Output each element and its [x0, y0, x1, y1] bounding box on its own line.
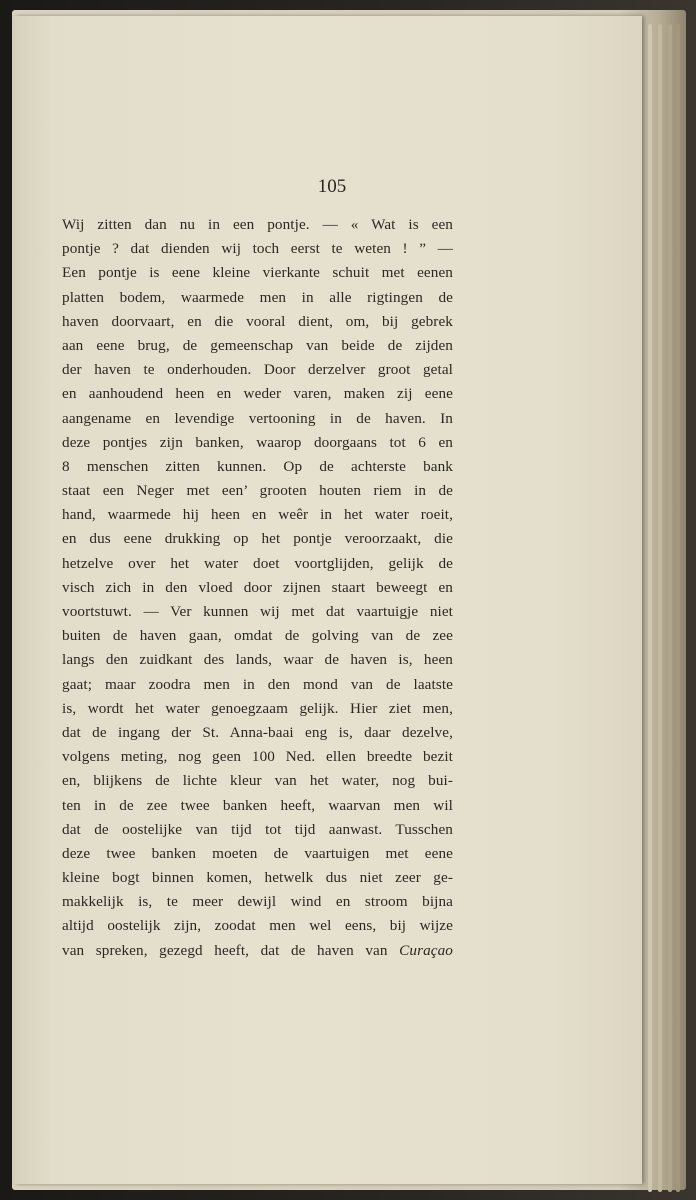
- italic-word: Curaçao: [399, 941, 453, 959]
- text-line: makkelijk is, te meer dewijl wind en stroom bijna: [62, 893, 453, 911]
- text-line: en aanhoudend heen en weder varen, maken zij eene: [62, 385, 453, 403]
- text-line: langs den zuidkant des lands, waar de haven is, heen: [62, 651, 453, 669]
- page-edge-strip: [668, 24, 672, 1192]
- text-line: [62, 939, 453, 963]
- text-line: en dus eene drukking op het pontje veroorzaakt, die: [62, 530, 453, 548]
- page-edge-strip: [676, 24, 680, 1192]
- text-line: gaat; maar zoodra men in den mond van de laatste: [62, 675, 453, 693]
- page-edge-strip: [648, 24, 652, 1192]
- text-line: dat de oostelijke van tijd tot tijd aanwast. Tusschen: [62, 820, 453, 838]
- text-line: aan eene brug, de gemeenschap van beide de zijden: [62, 336, 453, 354]
- text-line: staat een Neger met een’ grooten houten riem in de: [62, 482, 453, 500]
- text-line: der haven te onderhouden. Door derzelver groot getal: [62, 361, 453, 379]
- text-line: kleine bogt binnen komen, hetwelk dus niet zeer ge-: [62, 869, 453, 887]
- text-line: aangename en levendige vertooning in de haven. In: [62, 409, 453, 427]
- text-line: buiten de haven gaan, omdat de golving van de zee: [62, 627, 453, 645]
- text-line: hand, waarmede hij heen en weêr in het water roeit,: [62, 506, 453, 524]
- text-line: is, wordt het water genoegzaam gelijk. Hier ziet men,: [62, 699, 453, 717]
- text-line: haven doorvaart, en die vooral dient, om, bij gebrek: [62, 312, 453, 330]
- text-line: voortstuwt. — Ver kunnen wij met dat vaartuigje niet: [62, 603, 453, 620]
- text-line: volgens meting, nog geen 100 Ned. ellen breedte bezit: [62, 748, 453, 766]
- text-line: dat de ingang der St. Anna-baai eng is, daar dezelve,: [62, 723, 453, 741]
- book-page: [14, 16, 642, 1184]
- text-line: platten bodem, waarmede men in alle rigtingen de: [62, 288, 453, 306]
- text-line: deze twee banken moeten de vaartuigen met eene: [62, 844, 453, 862]
- text-line: pontje ? dat dienden wij toch eerst te weten ! ” —: [62, 240, 453, 258]
- text-line: Wij zitten dan nu in een pontje. — « Wat is een: [62, 216, 453, 233]
- text-line: 8 menschen zitten kunnen. Op de achterste bank: [62, 457, 453, 475]
- text-line: visch zich in den vloed door zijnen staart beweegt en: [62, 578, 453, 596]
- text-line-roman: van spreken, gezegd heeft, dat de haven van: [62, 941, 388, 959]
- page-number: 105: [317, 176, 347, 197]
- text-line: hetzelve over het water doet voortglijden, gelijk de: [62, 554, 453, 572]
- page-edge-strip: [658, 24, 662, 1192]
- text-line: deze pontjes zijn banken, waarop doorgaans tot 6 en: [62, 433, 453, 451]
- text-line: altijd oostelijk zijn, zoodat men wel eens, bij wijze: [62, 917, 453, 935]
- text-line: en, blijkens de lichte kleur van het water, nog bui-: [62, 772, 453, 790]
- text-line: Een pontje is eene kleine vierkante schuit met eenen: [62, 264, 453, 282]
- text-line: ten in de zee twee banken heeft, waarvan men wil: [62, 796, 453, 814]
- body-text: [62, 213, 453, 963]
